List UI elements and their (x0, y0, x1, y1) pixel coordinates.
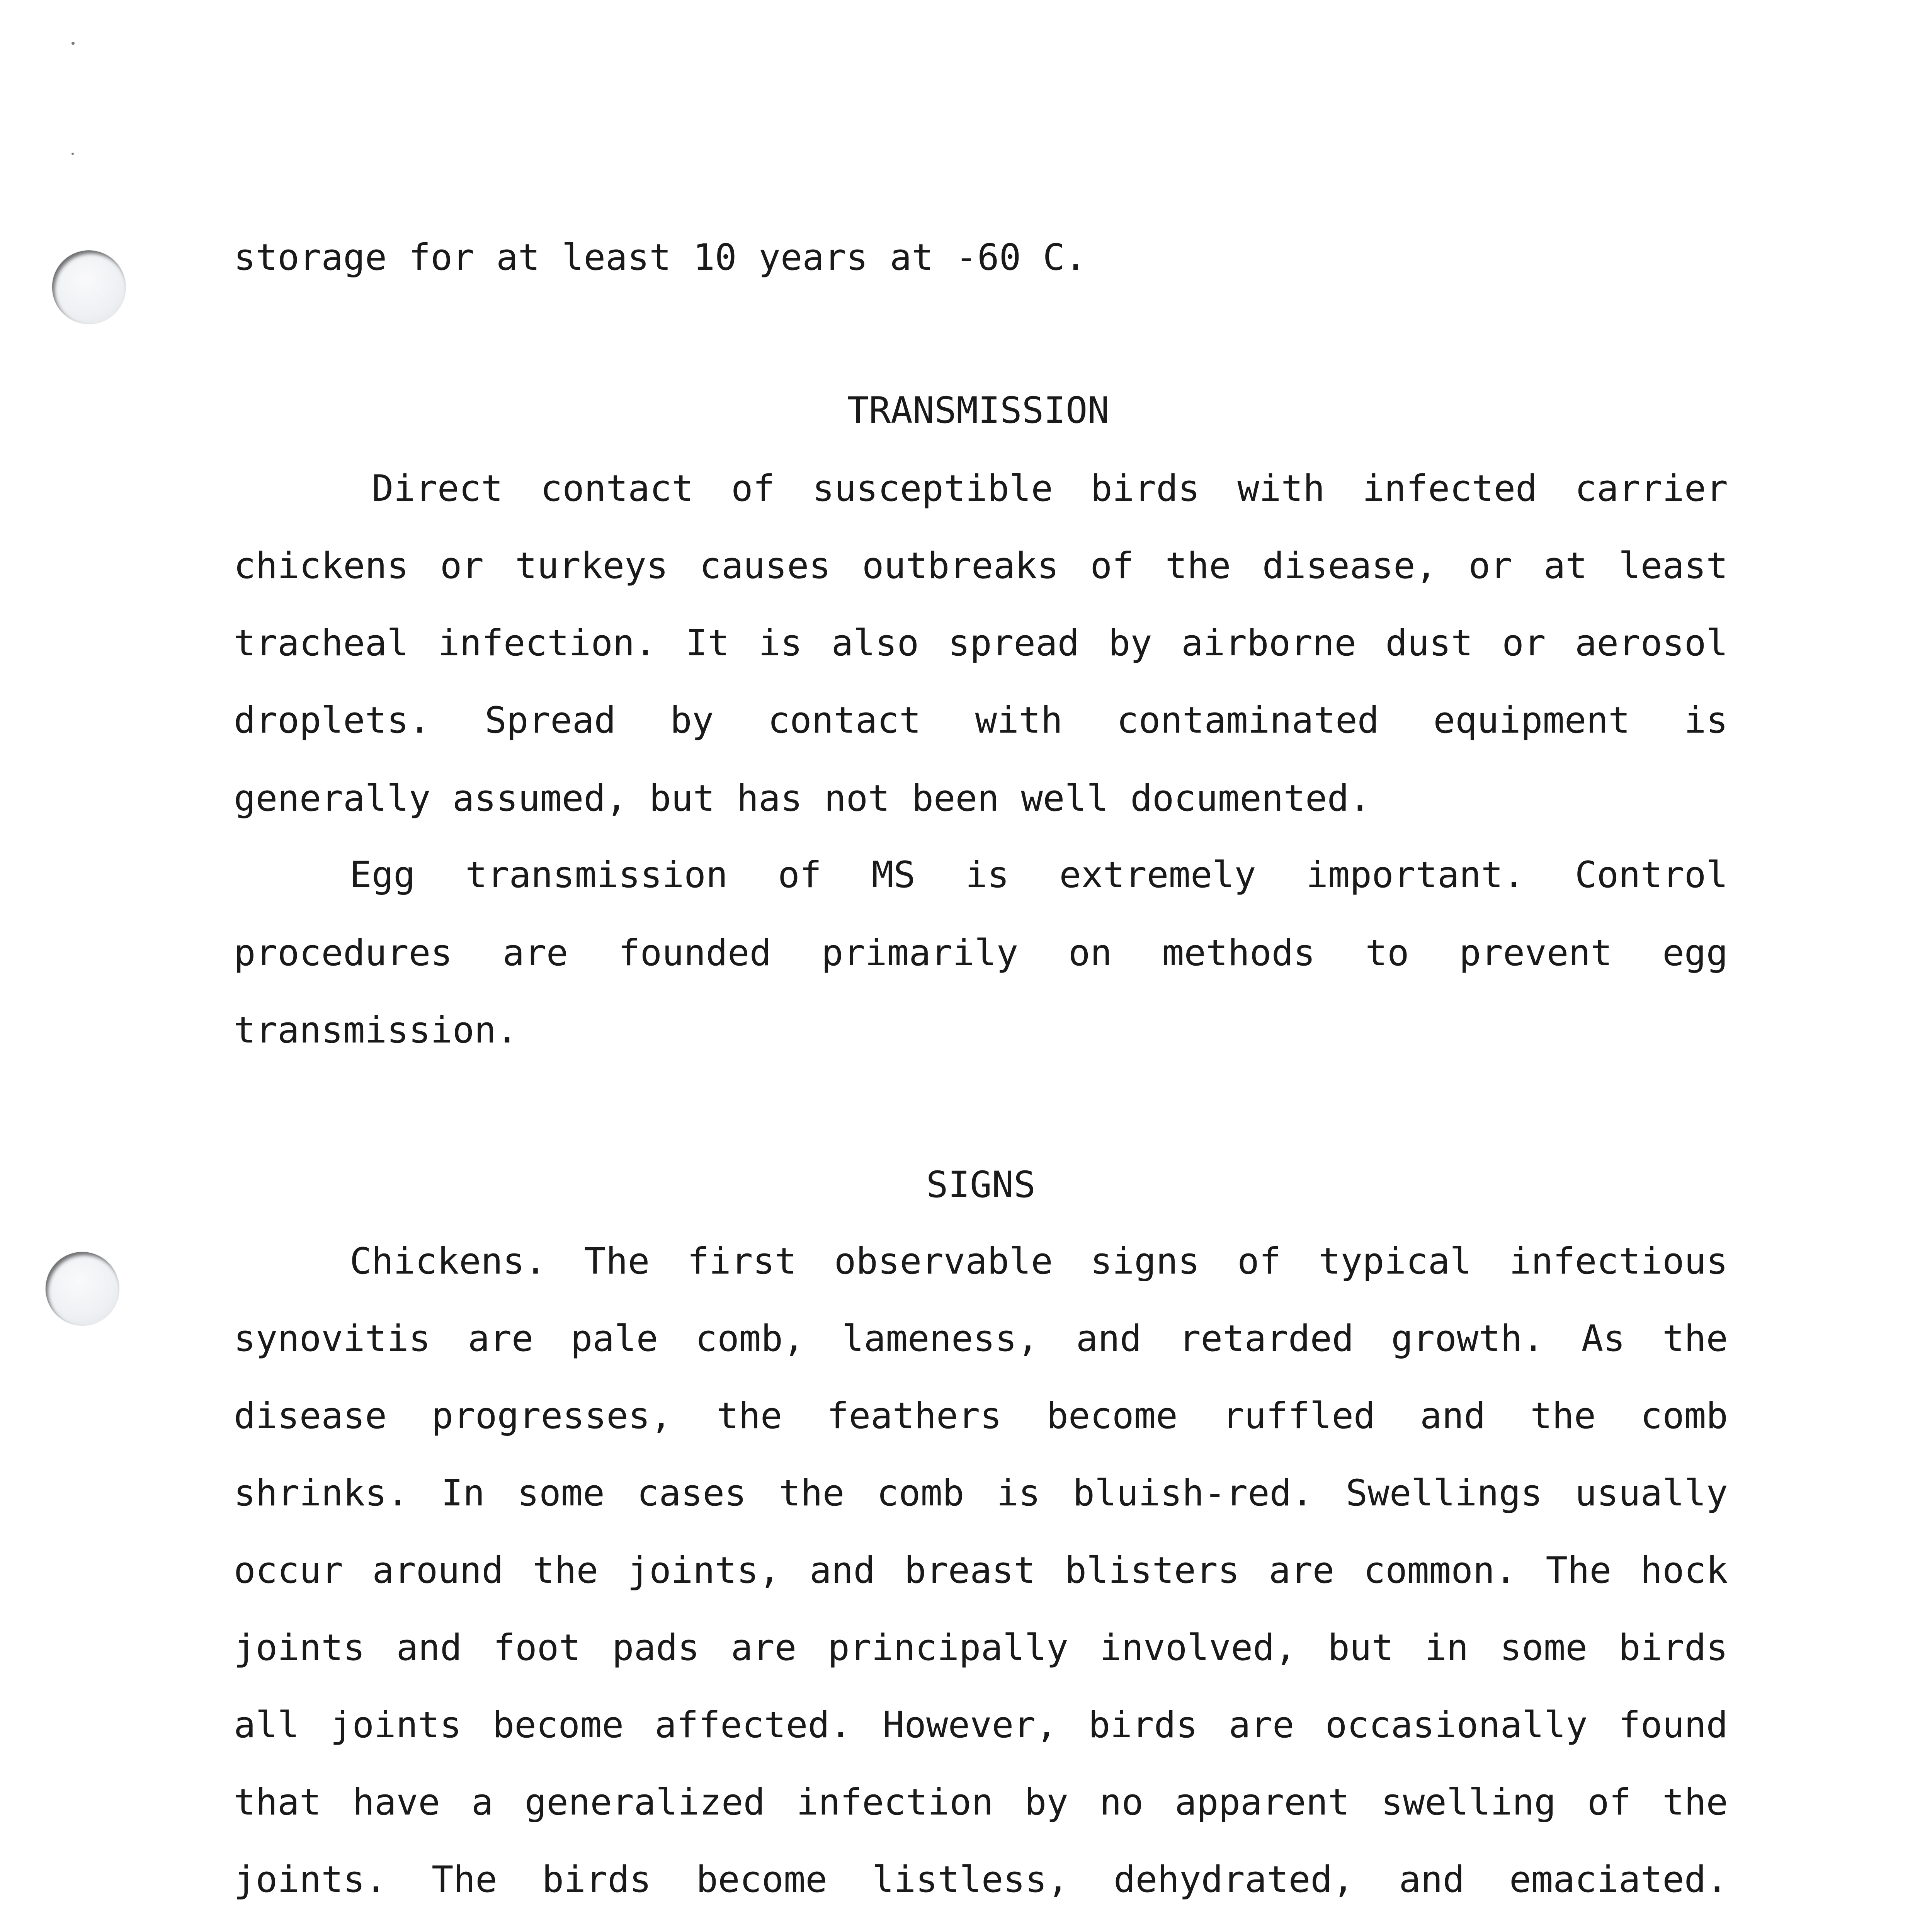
section-heading-signs: SIGNS (926, 1164, 1036, 1206)
body-line: Egg transmission of MS is extremely important. Control (350, 854, 1728, 896)
body-line: joints and foot pads are principally involved, but in some birds (234, 1627, 1728, 1669)
body-line: transmission. (234, 1009, 518, 1051)
scan-speck (71, 153, 74, 155)
body-line: shrinks. In some cases the comb is bluish-red. Swellings usually (234, 1472, 1728, 1514)
body-line: Chickens. The first observable signs of typical infectious (350, 1240, 1728, 1282)
punch-hole-top (52, 250, 126, 324)
scan-speck (71, 42, 75, 45)
body-line: joints. The birds become listless, dehydrated, and emaciated. (234, 1859, 1728, 1901)
body-line: that have a generalized infection by no apparent swelling of the (234, 1781, 1728, 1823)
body-line: disease progresses, the feathers become ruffled and the comb (234, 1395, 1728, 1437)
body-line: storage for at least 10 years at -60 C. (234, 236, 1087, 279)
body-line: droplets. Spread by contact with contaminated equipment is (234, 699, 1728, 742)
body-line: tracheal infection. It is also spread by airborne dust or aerosol (234, 622, 1728, 664)
body-line: chickens or turkeys causes outbreaks of the disease, or at least (234, 545, 1728, 587)
body-line: synovitis are pale comb, lameness, and retarded growth. As the (234, 1318, 1728, 1360)
body-line: occur around the joints, and breast blisters are common. The hock (234, 1549, 1728, 1592)
body-line: procedures are founded primarily on methods to prevent egg (234, 932, 1728, 974)
punch-hole-middle (46, 1252, 119, 1325)
body-line: Direct contact of susceptible birds with infected carrier (372, 468, 1728, 510)
body-line: generally assumed, but has not been well documented. (234, 777, 1371, 820)
section-heading-transmission: TRANSMISSION (847, 389, 1110, 432)
body-line: all joints become affected. However, birds are occasionally found (234, 1704, 1728, 1746)
